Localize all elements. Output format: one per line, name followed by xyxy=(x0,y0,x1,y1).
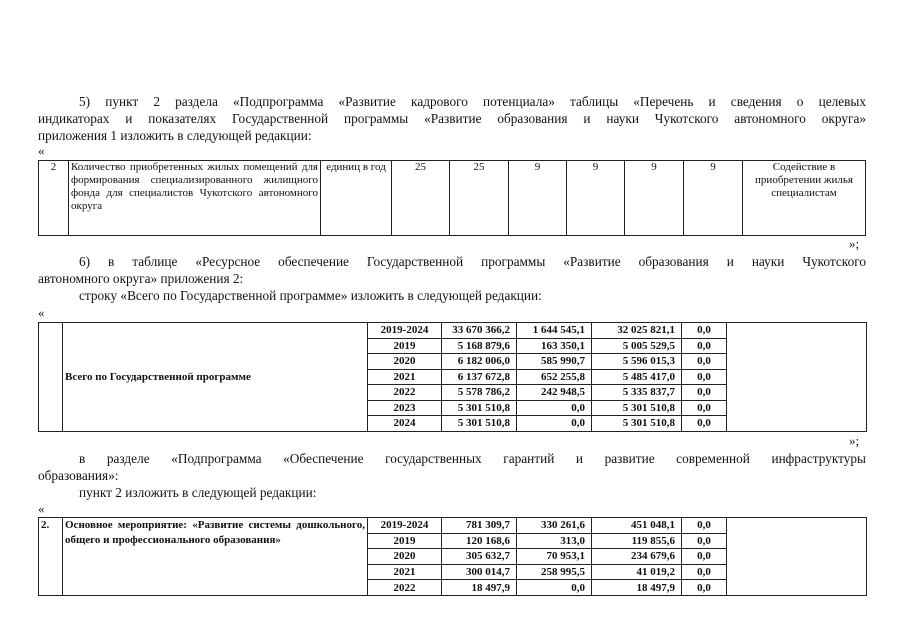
regional-cell: 451 048,1 xyxy=(592,518,682,534)
section5-line1: 5) пункт 2 раздела «Подпрограмма «Развитие кадрового потенциала» таблицы «Перечень и сведения о целевых xyxy=(79,94,866,109)
indicator-name: Количество приобретенных жилых помещений для формирования специализированного жилищного фонда для специалистов Чукотского автономного округа xyxy=(69,161,321,236)
other-cell: 0,0 xyxy=(682,533,727,549)
total-cell: 33 670 366,2 xyxy=(442,323,517,339)
value-cell: 25 xyxy=(392,161,450,236)
year-cell: 2021 xyxy=(368,369,442,385)
total-cell: 5 301 510,8 xyxy=(442,400,517,416)
regional-cell: 234 679,6 xyxy=(592,549,682,565)
other-cell: 0,0 xyxy=(682,549,727,565)
total-cell: 5 578 786,2 xyxy=(442,385,517,401)
resource-table-measure xyxy=(38,517,867,596)
year-cell: 2019 xyxy=(368,533,442,549)
row-label: Всего по Государственной программе xyxy=(63,323,368,432)
regional-cell: 119 855,6 xyxy=(592,533,682,549)
federal-cell: 0,0 xyxy=(517,580,592,596)
regional-cell: 5 301 510,8 xyxy=(592,416,682,432)
row-number: 2. xyxy=(39,518,63,596)
regional-cell: 5 596 015,3 xyxy=(592,354,682,370)
total-cell: 305 632,7 xyxy=(442,549,517,565)
row-label: Основное мероприятие: «Развитие системы дошкольного, общего и профессионального образования» xyxy=(63,518,368,596)
federal-cell: 313,0 xyxy=(517,533,592,549)
total-cell: 5 301 510,8 xyxy=(442,416,517,432)
open-quote: « xyxy=(38,305,45,320)
federal-cell: 585 990,7 xyxy=(517,354,592,370)
regional-cell: 32 025 821,1 xyxy=(592,323,682,339)
federal-cell: 258 995,5 xyxy=(517,564,592,580)
year-cell: 2024 xyxy=(368,416,442,432)
close-quote: »; xyxy=(849,236,860,251)
row-number xyxy=(39,323,63,432)
federal-cell: 70 953,1 xyxy=(517,549,592,565)
other-cell: 0,0 xyxy=(682,354,727,370)
regional-cell: 5 005 529,5 xyxy=(592,338,682,354)
total-cell: 6 137 672,8 xyxy=(442,369,517,385)
other-cell: 0,0 xyxy=(682,400,727,416)
row-number: 2 xyxy=(39,161,69,236)
year-cell: 2019 xyxy=(368,338,442,354)
year-cell: 2021 xyxy=(368,564,442,580)
table-row xyxy=(39,518,867,534)
total-cell: 5 168 879,6 xyxy=(442,338,517,354)
regional-cell: 5 485 417,0 xyxy=(592,369,682,385)
regional-cell: 5 335 837,7 xyxy=(592,385,682,401)
section5-line2: индикаторах и показателях Государственной программы «Развитие образования и науки Чукотского автономного округа» xyxy=(38,111,866,126)
year-cell: 2023 xyxy=(368,400,442,416)
resource-table-total xyxy=(38,322,867,432)
year-cell: 2020 xyxy=(368,549,442,565)
section7-line2: образования»: xyxy=(38,468,119,483)
other-cell: 0,0 xyxy=(682,518,727,534)
year-cell: 2019-2024 xyxy=(368,518,442,534)
section5-line3: приложения 1 изложить в следующей редакции: xyxy=(38,128,312,143)
open-quote: « xyxy=(38,143,45,158)
regional-cell: 41 019,2 xyxy=(592,564,682,580)
federal-cell: 652 255,8 xyxy=(517,369,592,385)
year-cell: 2022 xyxy=(368,580,442,596)
year-cell: 2022 xyxy=(368,385,442,401)
total-cell: 18 497,9 xyxy=(442,580,517,596)
other-cell: 0,0 xyxy=(682,323,727,339)
section7-line3: пункт 2 изложить в следующей редакции: xyxy=(79,485,317,500)
total-cell: 120 168,6 xyxy=(442,533,517,549)
total-cell: 6 182 006,0 xyxy=(442,354,517,370)
value-cell: 25 xyxy=(450,161,509,236)
regional-cell: 5 301 510,8 xyxy=(592,400,682,416)
value-cell: 9 xyxy=(684,161,743,236)
total-cell: 781 309,7 xyxy=(442,518,517,534)
empty-cell xyxy=(727,518,867,596)
other-cell: 0,0 xyxy=(682,416,727,432)
year-cell: 2019-2024 xyxy=(368,323,442,339)
other-cell: 0,0 xyxy=(682,385,727,401)
federal-cell: 330 261,6 xyxy=(517,518,592,534)
indicator-table xyxy=(38,160,866,236)
federal-cell: 242 948,5 xyxy=(517,385,592,401)
close-quote: »; xyxy=(849,433,860,448)
other-cell: 0,0 xyxy=(682,338,727,354)
section6-line1: 6) в таблице «Ресурсное обеспечение Государственной программы «Развитие образования и науки Чукотского xyxy=(79,254,866,269)
other-cell: 0,0 xyxy=(682,580,727,596)
section6-line2: автономного округа» приложения 2: xyxy=(38,271,244,286)
section7-line1: в разделе «Подпрограмма «Обеспечение государственных гарантий и развитие современной инфраструктуры xyxy=(79,451,866,466)
value-cell: 9 xyxy=(509,161,567,236)
regional-cell: 18 497,9 xyxy=(592,580,682,596)
year-cell: 2020 xyxy=(368,354,442,370)
other-cell: 0,0 xyxy=(682,369,727,385)
table-row xyxy=(39,323,867,339)
section6-line3: строку «Всего по Государственной программе» изложить в следующей редакции: xyxy=(79,288,542,303)
other-cell: 0,0 xyxy=(682,564,727,580)
federal-cell: 1 644 545,1 xyxy=(517,323,592,339)
value-cell: 9 xyxy=(625,161,684,236)
total-cell: 300 014,7 xyxy=(442,564,517,580)
federal-cell: 0,0 xyxy=(517,400,592,416)
federal-cell: 163 350,1 xyxy=(517,338,592,354)
value-cell: 9 xyxy=(567,161,625,236)
federal-cell: 0,0 xyxy=(517,416,592,432)
empty-cell xyxy=(727,323,867,432)
note-cell: Содействие в приобретении жилья специалистам xyxy=(743,161,866,236)
table-row xyxy=(39,161,866,236)
unit-cell: единиц в год xyxy=(321,161,392,236)
open-quote: « xyxy=(38,501,45,516)
